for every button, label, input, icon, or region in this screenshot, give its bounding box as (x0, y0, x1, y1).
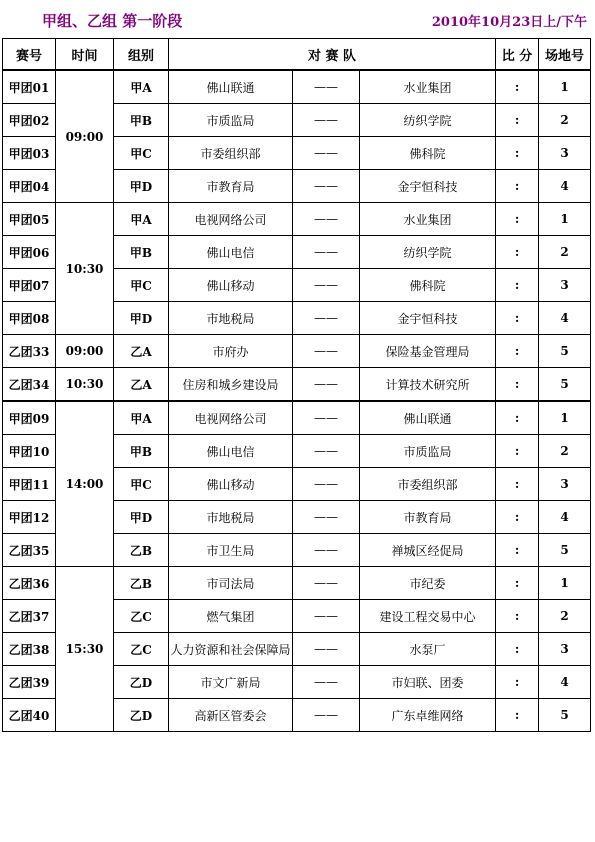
score-cell: : (496, 633, 539, 666)
home-team: 燃气集团 (169, 600, 293, 633)
venue-number: 1 (539, 70, 591, 104)
vs-dash: —— (293, 435, 360, 468)
match-id: 甲团11 (3, 468, 56, 501)
venue-number: 1 (539, 567, 591, 600)
vs-dash: —— (293, 335, 360, 368)
home-team: 住房和城乡建设局 (169, 368, 293, 402)
time-slot: 10:30 (56, 203, 114, 335)
match-id: 甲团05 (3, 203, 56, 236)
venue-number: 5 (539, 335, 591, 368)
venue-number: 2 (539, 236, 591, 269)
venue-number: 1 (539, 401, 591, 435)
table-row (3, 335, 591, 368)
away-team: 市质监局 (360, 435, 496, 468)
vs-dash: —— (293, 501, 360, 534)
away-team: 禅城区经促局 (360, 534, 496, 567)
venue-number: 5 (539, 368, 591, 402)
time-slot: 09:00 (56, 70, 114, 203)
match-id: 甲团09 (3, 401, 56, 435)
vs-dash: —— (293, 137, 360, 170)
score-cell: : (496, 401, 539, 435)
match-id: 乙团40 (3, 699, 56, 732)
time-slot: 10:30 (56, 368, 114, 402)
home-team: 市文广新局 (169, 666, 293, 699)
page-header (0, 0, 595, 38)
score-cell: : (496, 435, 539, 468)
score-cell: : (496, 567, 539, 600)
group-label: 甲A (114, 401, 169, 435)
venue-number: 3 (539, 137, 591, 170)
home-team: 市地税局 (169, 302, 293, 335)
score-cell: : (496, 269, 539, 302)
match-id: 乙团37 (3, 600, 56, 633)
away-team: 市教育局 (360, 501, 496, 534)
match-id: 甲团06 (3, 236, 56, 269)
home-team: 市地税局 (169, 501, 293, 534)
table-row (3, 368, 591, 402)
away-team: 纺织学院 (360, 104, 496, 137)
venue-number: 4 (539, 666, 591, 699)
vs-dash: —— (293, 567, 360, 600)
score-cell: : (496, 600, 539, 633)
away-team: 市委组织部 (360, 468, 496, 501)
vs-dash: —— (293, 600, 360, 633)
match-id: 乙团35 (3, 534, 56, 567)
col-time: 时间 (56, 39, 114, 71)
venue-number: 2 (539, 435, 591, 468)
group-label: 甲D (114, 501, 169, 534)
score-cell: : (496, 236, 539, 269)
away-team: 市纪委 (360, 567, 496, 600)
vs-dash: —— (293, 468, 360, 501)
group-label: 甲B (114, 104, 169, 137)
vs-dash: —— (293, 302, 360, 335)
match-id: 甲团10 (3, 435, 56, 468)
group-label: 甲D (114, 170, 169, 203)
home-team: 人力资源和社会保障局 (169, 633, 293, 666)
group-label: 乙C (114, 633, 169, 666)
match-id: 甲团04 (3, 170, 56, 203)
header-row (3, 39, 591, 71)
group-label: 甲C (114, 269, 169, 302)
match-id: 甲团12 (3, 501, 56, 534)
group-label: 乙B (114, 567, 169, 600)
home-team: 市司法局 (169, 567, 293, 600)
vs-dash: —— (293, 534, 360, 567)
match-id: 甲团07 (3, 269, 56, 302)
vs-dash: —— (293, 170, 360, 203)
away-team: 水业集团 (360, 203, 496, 236)
col-match-id: 赛号 (3, 39, 56, 71)
group-label: 甲A (114, 203, 169, 236)
away-team: 市妇联、团委 (360, 666, 496, 699)
score-cell: : (496, 468, 539, 501)
score-cell: : (496, 501, 539, 534)
home-team: 电视网络公司 (169, 203, 293, 236)
score-cell: : (496, 203, 539, 236)
col-score: 比 分 (496, 39, 539, 71)
venue-number: 4 (539, 170, 591, 203)
group-label: 甲B (114, 236, 169, 269)
home-team: 佛山移动 (169, 468, 293, 501)
schedule-date: 2010年10月23日上/下午 (431, 15, 587, 30)
schedule-body (3, 70, 591, 732)
group-label: 甲D (114, 302, 169, 335)
vs-dash: —— (293, 203, 360, 236)
home-team: 市教育局 (169, 170, 293, 203)
venue-number: 3 (539, 269, 591, 302)
vs-dash: —— (293, 666, 360, 699)
away-team: 保险基金管理局 (360, 335, 496, 368)
time-slot: 14:00 (56, 401, 114, 567)
group-label: 甲B (114, 435, 169, 468)
group-label: 乙D (114, 666, 169, 699)
table-row (3, 567, 591, 600)
away-team: 建设工程交易中心 (360, 600, 496, 633)
home-team: 佛山电信 (169, 236, 293, 269)
away-team: 水泵厂 (360, 633, 496, 666)
group-label: 乙A (114, 335, 169, 368)
time-slot: 09:00 (56, 335, 114, 368)
score-cell: : (496, 137, 539, 170)
score-cell: : (496, 534, 539, 567)
away-team: 水业集团 (360, 70, 496, 104)
away-team: 佛科院 (360, 269, 496, 302)
table-row (3, 70, 591, 104)
score-cell: : (496, 335, 539, 368)
vs-dash: —— (293, 236, 360, 269)
col-venue: 场地号 (539, 39, 591, 71)
page-title: 甲组、乙组 第一阶段 (42, 12, 183, 30)
vs-dash: —— (293, 70, 360, 104)
venue-number: 2 (539, 600, 591, 633)
home-team: 电视网络公司 (169, 401, 293, 435)
away-team: 金宇恒科技 (360, 170, 496, 203)
match-id: 甲团03 (3, 137, 56, 170)
home-team: 市府办 (169, 335, 293, 368)
away-team: 佛科院 (360, 137, 496, 170)
group-label: 乙A (114, 368, 169, 402)
vs-dash: —— (293, 699, 360, 732)
group-label: 甲C (114, 137, 169, 170)
score-cell: : (496, 104, 539, 137)
group-label: 乙C (114, 600, 169, 633)
match-id: 甲团08 (3, 302, 56, 335)
col-teams: 对 赛 队 (169, 39, 496, 71)
score-cell: : (496, 368, 539, 402)
score-cell: : (496, 302, 539, 335)
match-id: 乙团36 (3, 567, 56, 600)
score-cell: : (496, 699, 539, 732)
match-id: 乙团34 (3, 368, 56, 402)
venue-number: 2 (539, 104, 591, 137)
venue-number: 1 (539, 203, 591, 236)
group-label: 甲C (114, 468, 169, 501)
vs-dash: —— (293, 269, 360, 302)
away-team: 纺织学院 (360, 236, 496, 269)
away-team: 佛山联通 (360, 401, 496, 435)
group-label: 甲A (114, 70, 169, 104)
group-label: 乙D (114, 699, 169, 732)
match-id: 乙团39 (3, 666, 56, 699)
match-id: 乙团33 (3, 335, 56, 368)
match-id: 乙团38 (3, 633, 56, 666)
vs-dash: —— (293, 401, 360, 435)
away-team: 金宇恒科技 (360, 302, 496, 335)
match-id: 甲团02 (3, 104, 56, 137)
home-team: 佛山联通 (169, 70, 293, 104)
vs-dash: —— (293, 368, 360, 402)
home-team: 高新区管委会 (169, 699, 293, 732)
home-team: 佛山移动 (169, 269, 293, 302)
away-team: 计算技术研究所 (360, 368, 496, 402)
score-cell: : (496, 170, 539, 203)
score-cell: : (496, 70, 539, 104)
group-label: 乙B (114, 534, 169, 567)
home-team: 佛山电信 (169, 435, 293, 468)
vs-dash: —— (293, 104, 360, 137)
home-team: 市质监局 (169, 104, 293, 137)
venue-number: 4 (539, 302, 591, 335)
vs-dash: —— (293, 633, 360, 666)
table-row (3, 401, 591, 435)
venue-number: 5 (539, 534, 591, 567)
table-row (3, 203, 591, 236)
venue-number: 4 (539, 501, 591, 534)
match-id: 甲团01 (3, 70, 56, 104)
away-team: 广东卓维网络 (360, 699, 496, 732)
col-group: 组别 (114, 39, 169, 71)
score-cell: : (496, 666, 539, 699)
venue-number: 3 (539, 633, 591, 666)
schedule-table (2, 38, 591, 732)
home-team: 市卫生局 (169, 534, 293, 567)
home-team: 市委组织部 (169, 137, 293, 170)
venue-number: 5 (539, 699, 591, 732)
venue-number: 3 (539, 468, 591, 501)
time-slot: 15:30 (56, 567, 114, 732)
